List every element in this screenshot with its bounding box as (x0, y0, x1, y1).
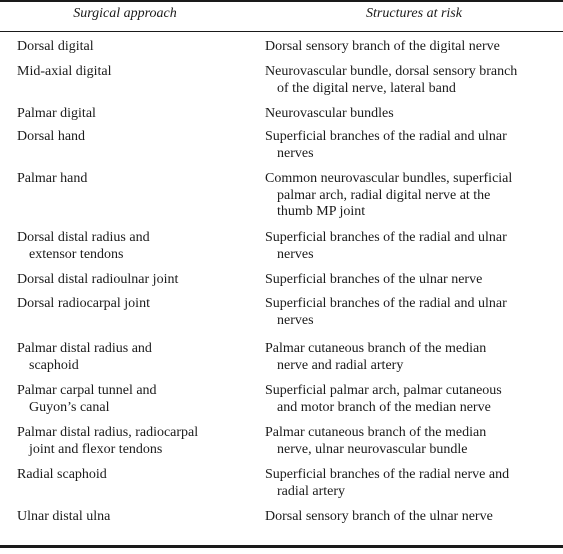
cell-structures-at-risk (265, 64, 555, 97)
approach-line: Mid-axial digital (17, 64, 112, 79)
cell-structures-at-risk (265, 296, 555, 329)
structures-line: Palmar cutaneous branch of the median (265, 341, 487, 356)
structures-line: Superficial branches of the radial and ulnar (265, 296, 507, 311)
header-structures-at-risk: Structures at risk (366, 6, 462, 21)
approach-line: scaphoid (29, 357, 79, 373)
structures-line: nerves (277, 246, 314, 262)
cell-surgical-approach (17, 272, 247, 289)
cell-surgical-approach (17, 106, 247, 123)
cell-structures-at-risk (265, 425, 555, 458)
approach-line: Palmar digital (17, 106, 96, 121)
cell-structures-at-risk (265, 129, 555, 162)
cell-surgical-approach (17, 467, 247, 484)
structures-line: and motor branch of the median nerve (277, 399, 491, 415)
structures-line: Superficial palmar arch, palmar cutaneous (265, 383, 502, 398)
structures-line: palmar arch, radial digital nerve at the (277, 187, 491, 203)
approach-line: Dorsal hand (17, 129, 86, 144)
structures-line: Common neurovascular bundles, superficial (265, 171, 513, 186)
structures-line: Superficial branches of the radial and ulnar (265, 129, 507, 144)
structures-line: nerve and radial artery (277, 357, 404, 373)
structures-line: nerves (277, 145, 314, 161)
cell-structures-at-risk (265, 383, 555, 416)
cell-structures-at-risk (265, 509, 555, 526)
approach-line: Guyon’s canal (29, 399, 110, 415)
cell-structures-at-risk (265, 230, 555, 263)
cell-structures-at-risk (265, 467, 555, 500)
table-top-rule (0, 0, 563, 2)
cell-surgical-approach (17, 341, 247, 374)
structures-line: Palmar cutaneous branch of the median (265, 425, 487, 440)
approach-line: extensor tendons (29, 246, 124, 262)
cell-surgical-approach (17, 171, 247, 188)
approach-line: Palmar distal radius and (17, 341, 152, 356)
cell-surgical-approach (17, 39, 247, 56)
cell-surgical-approach (17, 64, 247, 81)
approach-line: joint and flexor tendons (29, 441, 163, 457)
approach-line: Dorsal digital (17, 39, 94, 54)
cell-structures-at-risk (265, 272, 555, 289)
cell-surgical-approach (17, 425, 247, 458)
cell-surgical-approach (17, 296, 247, 313)
cell-structures-at-risk (265, 171, 555, 221)
approach-line: Dorsal radiocarpal joint (17, 296, 150, 311)
structures-line: Neurovascular bundle, dorsal sensory branch (265, 64, 518, 79)
structures-line: Superficial branches of the radial and ulnar (265, 230, 507, 245)
cell-surgical-approach (17, 509, 247, 526)
structures-line: of the digital nerve, lateral band (277, 80, 456, 96)
cell-structures-at-risk (265, 341, 555, 374)
cell-surgical-approach (17, 129, 247, 146)
approach-line: Dorsal distal radioulnar joint (17, 272, 179, 287)
approach-line: Palmar hand (17, 171, 88, 186)
structures-line: Superficial branches of the ulnar nerve (265, 272, 483, 287)
cell-structures-at-risk (265, 106, 555, 123)
structures-line: nerves (277, 312, 314, 328)
table-bottom-rule (0, 545, 563, 548)
structures-line: Dorsal sensory branch of the ulnar nerve (265, 509, 493, 524)
header-surgical-approach: Surgical approach (73, 6, 177, 21)
approach-line: Radial scaphoid (17, 467, 107, 482)
approach-line: Palmar carpal tunnel and (17, 383, 157, 398)
structures-line: Neurovascular bundles (265, 106, 394, 121)
approach-line: Palmar distal radius, radiocarpal (17, 425, 199, 440)
cell-surgical-approach (17, 230, 247, 263)
structures-line: Dorsal sensory branch of the digital nerve (265, 39, 500, 54)
structures-line: radial artery (277, 483, 346, 499)
structures-line: Superficial branches of the radial nerve and (265, 467, 510, 482)
structures-line: nerve, ulnar neurovascular bundle (277, 441, 468, 457)
header-rule (0, 31, 563, 32)
approach-line: Ulnar distal ulna (17, 509, 111, 524)
cell-structures-at-risk (265, 39, 555, 56)
cell-surgical-approach (17, 383, 247, 416)
approach-line: Dorsal distal radius and (17, 230, 150, 245)
structures-line: thumb MP joint (277, 204, 366, 219)
